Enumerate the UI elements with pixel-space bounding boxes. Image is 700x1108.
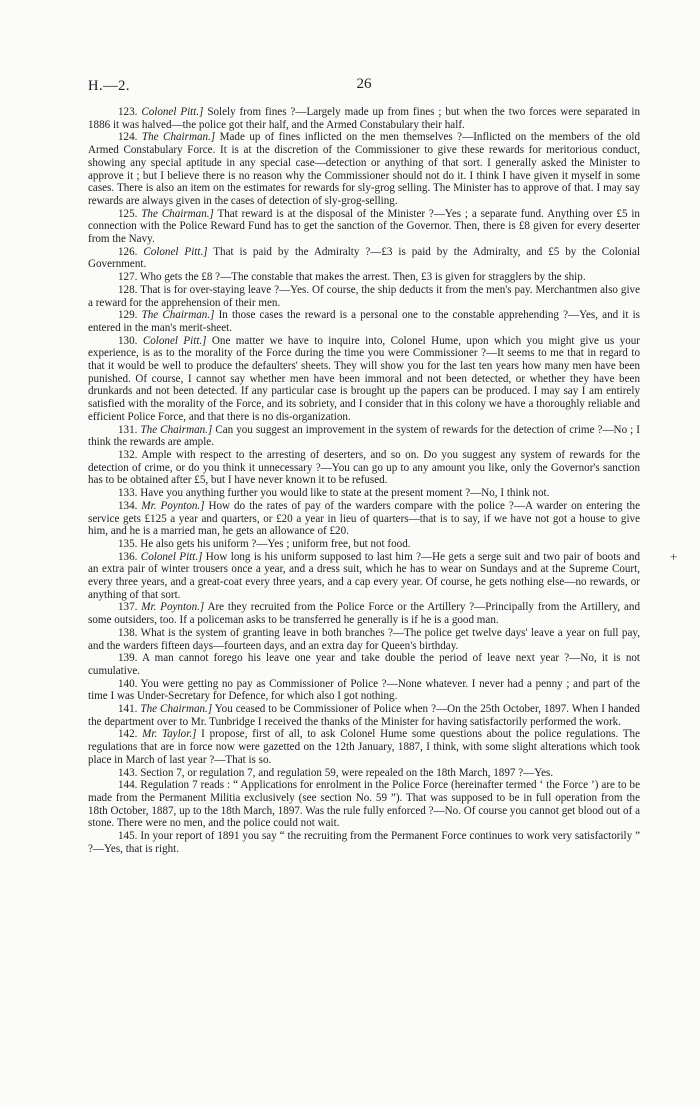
evidence-paragraph <box>88 652 640 677</box>
speaker-name: The Chairman.] <box>141 309 215 322</box>
question-number: 145. <box>118 830 138 843</box>
question-number: 128. <box>118 283 138 296</box>
question-answer-text: Can you suggest an improvement in the system of rewards for the detection of crime ?—No ; I think the rewards are ample. <box>88 423 640 449</box>
question-answer-text: What is the system of granting leave in both branches ?—The police get twelve days' leave a year on full pay, and the warders fifteen days—fourteen days, and an extra day for Queen's birthday. <box>88 626 640 652</box>
question-number: 126. <box>118 245 138 258</box>
question-number: 144. <box>118 779 138 792</box>
evidence-paragraph <box>88 551 640 602</box>
speaker-name: The Chairman.] <box>141 207 214 220</box>
question-number: 138. <box>118 626 138 639</box>
question-answer-text: One matter we have to inquire into, Colonel Hume, upon which you might give us your experience, is as to the morality of the Force during the time you were Commissioner ?—It seems to me that in regard to that it would be well to produce the defaulters' sheets. They will show you for the last ten years how many men have been punished. Of course, I cannot say whether men have been immoral and not been detected, or whether they have been drunkards and not been detected. If any particular case is brought up the papers can be produced. I may say I am entirely satisfied with the morality of the Force, and its sobriety, and I consider that in this colony we have a thoroughly reliable and efficient Police Force, and that there is no dis-organization. <box>88 334 641 423</box>
question-answer-text: In your report of 1891 you say “ the recruiting from the Permanent Force continues to work very satisfactorily ” ?—Yes, that is right. <box>88 830 640 855</box>
evidence-paragraph <box>88 779 640 830</box>
question-answer-text: A man cannot forego his leave one year and take double the period of leave next year ?—No, it is not cumulative. <box>88 652 640 677</box>
evidence-paragraph <box>88 830 640 855</box>
question-number: 139. <box>118 652 138 665</box>
question-number: 130. <box>118 334 138 347</box>
evidence-paragraph <box>88 500 640 538</box>
evidence-paragraph <box>88 335 640 424</box>
question-answer-text: How do the rates of pay of the warders compare with the police ?—A warder on entering the service gets £125 a year and quarters, or £20 a year in lieu of quarters—that is to say, if we have not got a house to give him, and he is a married man, he gets an allowance of £20. <box>88 499 640 538</box>
question-number: 125. <box>118 207 138 220</box>
question-number: 140. <box>118 677 138 690</box>
question-answer-text: How long is his uniform supposed to last him ?—He gets a serge suit and two pair of boots and an extra pair of winter trousers once a year, and a dress suit, which he has to wear on Sundays and at the Supreme Court, every three years, and a great-coat every three years, and a cap every year. Of course, he gets nothing else—no rewards, or anything of that sort. <box>88 550 641 601</box>
evidence-paragraph <box>88 131 640 207</box>
speaker-name: Mr. Taylor.] <box>142 728 197 741</box>
evidence-paragraph <box>88 601 640 626</box>
speaker-name: The Chairman.] <box>140 703 213 716</box>
question-number: 142. <box>118 728 138 741</box>
question-answer-text: Who gets the £8 ?—The constable that makes the arrest. Then, £3 is given for stragglers by the ship. <box>140 271 586 284</box>
question-number: 141. <box>118 703 138 716</box>
question-number: 132. <box>118 448 138 461</box>
speaker-name: Colonel Pitt.] <box>142 334 207 347</box>
question-number: 136. <box>118 550 138 563</box>
question-answer-text: He also gets his uniform ?—Yes ; uniform free, but not food. <box>140 537 411 550</box>
evidence-paragraph <box>88 538 640 551</box>
evidence-paragraph <box>88 246 640 271</box>
speaker-name: Colonel Pitt.] <box>141 106 204 118</box>
question-answer-text: That reward is at the disposal of the Minister ?—Yes ; a separate fund. Anything over £5 in connection with the Police Reward Fund has to get the sanction of the Governor. Then, there is £8 given for every deserter from the Navy. <box>88 207 640 246</box>
evidence-paragraph <box>88 728 640 766</box>
speaker-name: Colonel Pitt.] <box>143 245 208 258</box>
question-answer-text: Have you anything further you would like to state at the present moment ?—No, I think not. <box>140 487 550 500</box>
question-number: 135. <box>118 537 138 550</box>
page-header <box>88 78 640 98</box>
evidence-paragraph <box>88 487 640 500</box>
evidence-paragraph <box>88 767 640 780</box>
transcript-body <box>88 106 640 855</box>
question-answer-text: That is for over-staying leave ?—Yes. Of course, the ship deducts it from the men's pay. Merchantmen also give a reward for the apprehension of their men. <box>88 283 640 309</box>
question-answer-text: Ample with respect to the arresting of deserters, and so on. Do you suggest any system of rewards for the detection of crime, or do you think it unnecessary ?—You can go up to any amount you like, only the Governor's sanction has to be obtained after £5, but I have never known it to be refused. <box>88 448 640 487</box>
evidence-paragraph <box>88 449 640 487</box>
evidence-paragraph <box>88 424 640 449</box>
evidence-paragraph <box>88 106 640 131</box>
evidence-paragraph <box>88 678 640 703</box>
question-number: 143. <box>118 766 138 779</box>
question-answer-text: You ceased to be Commissioner of Police when ?—On the 25th October, 1897. When I handed the department over to Mr. Tunbridge I received the thanks of the Minister for having satisfactorily performed the work. <box>88 703 640 728</box>
question-answer-text: Section 7, or regulation 7, and regulation 59, were repealed on the 18th March, 1897 ?—Yes. <box>140 766 554 779</box>
speaker-name: The Chairman.] <box>141 131 216 144</box>
question-number: 129. <box>118 309 138 322</box>
speaker-name: Colonel Pitt.] <box>140 550 203 563</box>
question-number: 137. <box>118 601 138 614</box>
question-answer-text: Regulation 7 reads : “ Applications for enrolment in the Police Force (hereinafter termed ‘ the Force ’) are to be made from the Permanent Militia exclusively (see section No. 59 ”). That was supposed to be in full operation from the 18th October, 1887, up to the 18th March, 1897. Was the rule fully enforced ?—No. Of course you cannot get blood out of a stone. There were no men, and the police could not wait. <box>88 779 641 830</box>
question-answer-text: In those cases the reward is a personal one to the constable apprehending ?—Yes, and it is entered in the man's merit-sheet. <box>88 309 640 334</box>
question-number: 133. <box>118 487 138 500</box>
evidence-paragraph <box>88 271 640 284</box>
speaker-name: The Chairman.] <box>140 423 213 436</box>
question-answer-text: Are they recruited from the Police Force or the Artillery ?—Principally from the Artillery, and some outsiders, too. If a policeman asks to be transferred he generally is if he is a good man. <box>88 601 640 627</box>
evidence-paragraph <box>88 703 640 728</box>
speaker-name: Mr. Poynton.] <box>141 499 205 512</box>
speaker-name: Mr. Poynton.] <box>141 601 205 614</box>
document-reference: H.—2. <box>88 78 130 94</box>
question-number: 134. <box>118 499 138 512</box>
question-answer-text: That is paid by the Admiralty ?—£3 is paid by the Admiralty, and £5 by the Colonial Government. <box>88 245 640 271</box>
evidence-paragraph <box>88 284 640 309</box>
page-number: 26 <box>356 76 372 92</box>
margin-mark: + <box>670 549 678 564</box>
question-answer-text: You were getting no pay as Commissioner of Police ?—None whatever. I never had a penny ; and part of the time I was Under-Secretary for Defence, for which also I got nothing. <box>88 677 640 703</box>
evidence-paragraph <box>88 309 640 334</box>
evidence-paragraph <box>88 208 640 246</box>
question-number: 131. <box>118 423 138 436</box>
question-answer-text: I propose, first of all, to ask Colonel Hume some questions about the police regulations. The regulations that are in force now were gazetted on the 12th January, 1887, I think, with some slight alterations which took place in March of last year ?—That is so. <box>88 728 641 766</box>
question-number: 127. <box>118 271 138 284</box>
evidence-paragraph <box>88 627 640 652</box>
question-answer-text: Solely from fines ?—Largely made up from fines ; but when the two forces were separated in 1886 it was halved—the police got their half, and the Armed Constabulary their half. <box>88 106 641 131</box>
question-number: 124. <box>118 131 138 144</box>
question-answer-text: Made up of fines inflicted on the men themselves ?—Inflicted on the members of the old Armed Constabulary Force. It is at the discretion of the Commissioner to give these rewards for meritorious conduct, showing any special aptitude in any special case—detection or anything of that sort. I generally asked the Minister to approve it ; but I believe there is no reason why the Commissioner should not do it. I think I have given it myself in some cases. There is also an item on the estimates for rewards for sly-grog selling. The Minister has to approve of that. I may say rewards are always given in the cases of detection of sly-grog-selling. <box>88 131 640 207</box>
question-number: 123. <box>118 106 138 118</box>
